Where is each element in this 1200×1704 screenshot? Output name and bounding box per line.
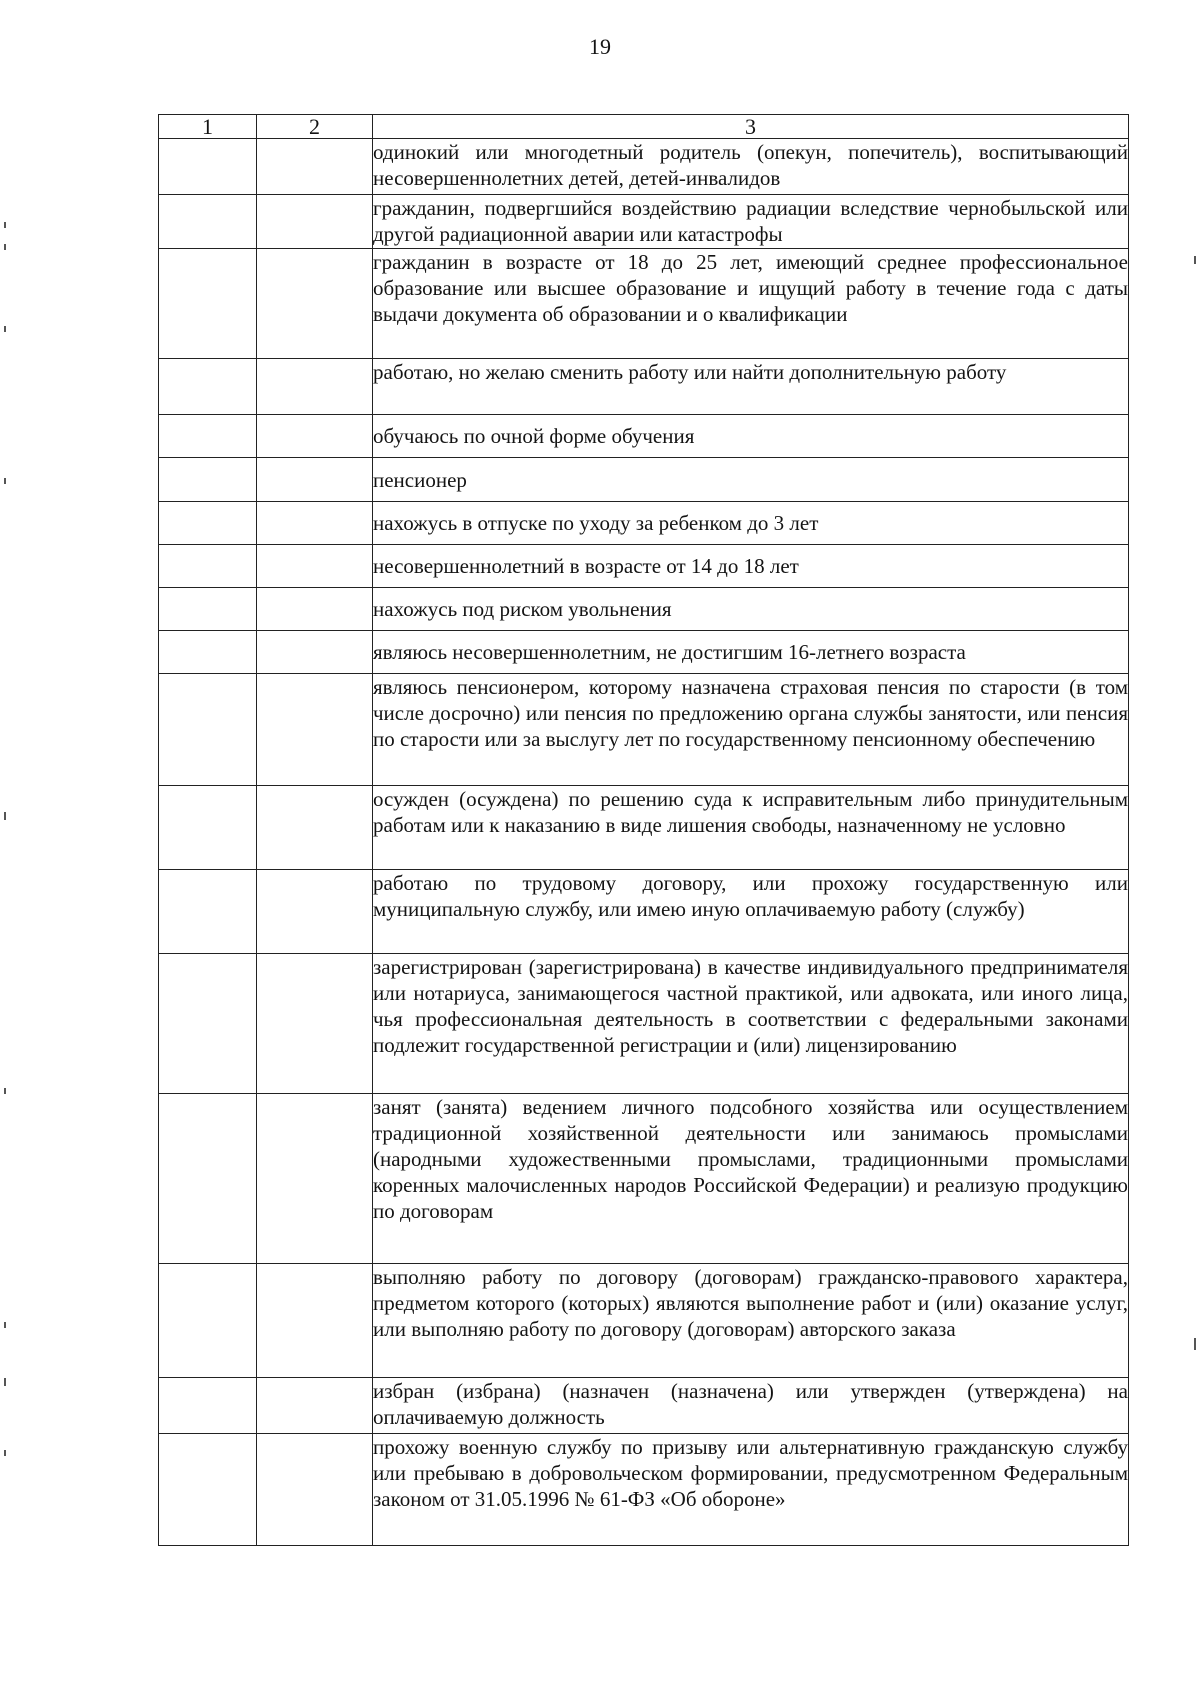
scan-edge-mark: [4, 326, 6, 332]
row-text: одинокий или многодетный родитель (опекун, попечитель), воспитывающий несовершеннолетних детей, детей-инвалидов: [373, 139, 1129, 195]
scan-edge-mark: [4, 1322, 6, 1328]
row-cell-col1: [159, 1378, 257, 1434]
row-cell-col1: [159, 359, 257, 415]
row-cell-col2: [257, 870, 373, 954]
scan-edge-mark: [1194, 1338, 1196, 1350]
row-text: занят (занята) ведением личного подсобного хозяйства или осуществлением традиционной хозяйственной деятельности или занимаюсь промыслами (народными художественными промыслами, традиционными промыслами коренных малочисленных народов Российской Федерации) и реализую продукцию по договорам: [373, 1094, 1129, 1264]
table-row: [159, 588, 1129, 631]
table-row: [159, 870, 1129, 954]
scan-edge-mark: [1194, 256, 1196, 264]
column-header-3: 3: [373, 115, 1129, 139]
scan-edge-mark: [4, 1378, 6, 1386]
table-row: [159, 458, 1129, 502]
column-header-1: 1: [159, 115, 257, 139]
row-cell-col1: [159, 870, 257, 954]
row-text: нахожусь в отпуске по уходу за ребенком до 3 лет: [373, 502, 1129, 545]
row-cell-col2: [257, 458, 373, 502]
table-row: [159, 786, 1129, 870]
row-cell-col1: [159, 1094, 257, 1264]
row-text: гражданин в возрасте от 18 до 25 лет, имеющий среднее профессиональное образование или высшее образование и ищущий работу в течение года с даты выдачи документа об образовании и о квалификации: [373, 249, 1129, 359]
row-text: зарегистрирован (зарегистрирована) в качестве индивидуального предпринимателя или нотариуса, занимающегося частной практикой, или адвоката, или иного лица, чья профессиональная деятельность в соответствии с федеральными законами подлежит государственной регистрации и (или) лицензированию: [373, 954, 1129, 1094]
row-cell-col2: [257, 786, 373, 870]
row-text: работаю, но желаю сменить работу или найти дополнительную работу: [373, 359, 1129, 415]
table-row: [159, 195, 1129, 249]
row-text: избран (избрана) (назначен (назначена) или утвержден (утверждена) на оплачиваемую должность: [373, 1378, 1129, 1434]
table-row: [159, 359, 1129, 415]
table-row: [159, 415, 1129, 458]
row-cell-col1: [159, 786, 257, 870]
row-cell-col2: [257, 249, 373, 359]
row-cell-col1: [159, 1434, 257, 1546]
row-cell-col1: [159, 674, 257, 786]
row-text: являюсь несовершеннолетним, не достигшим 16-летнего возраста: [373, 631, 1129, 674]
scan-edge-mark: [4, 1450, 6, 1456]
scan-edge-mark: [4, 1088, 6, 1094]
row-cell-col1: [159, 588, 257, 631]
row-cell-col1: [159, 415, 257, 458]
row-cell-col2: [257, 415, 373, 458]
row-cell-col2: [257, 674, 373, 786]
table-row: [159, 502, 1129, 545]
row-cell-col2: [257, 359, 373, 415]
table-row: [159, 954, 1129, 1094]
table-row: [159, 631, 1129, 674]
row-cell-col1: [159, 954, 257, 1094]
row-cell-col1: [159, 545, 257, 588]
table-row: [159, 249, 1129, 359]
scan-edge-mark: [4, 222, 6, 228]
scan-edge-mark: [4, 812, 6, 820]
scan-edge-mark: [4, 478, 6, 484]
row-text: являюсь пенсионером, которому назначена страховая пенсия по старости (в том числе досрочно) или пенсия по предложению органа службы занятости, или пенсия по старости или за выслугу лет по государственному пенсионному обеспечению: [373, 674, 1129, 786]
page-number: 19: [589, 34, 611, 59]
row-cell-col2: [257, 1378, 373, 1434]
row-cell-col1: [159, 502, 257, 545]
row-cell-col1: [159, 458, 257, 502]
table-row: [159, 1094, 1129, 1264]
row-text: обучаюсь по очной форме обучения: [373, 415, 1129, 458]
table-row: [159, 545, 1129, 588]
row-text: прохожу военную службу по призыву или альтернативную гражданскую службу или пребываю в добровольческом формировании, предусмотренном Федеральным законом от 31.05.1996 № 61-ФЗ «Об обороне»: [373, 1434, 1129, 1546]
row-cell-col2: [257, 588, 373, 631]
row-cell-col2: [257, 545, 373, 588]
row-cell-col1: [159, 249, 257, 359]
row-text: работаю по трудовому договору, или прохожу государственную или муниципальную службу, или имею иную оплачиваемую работу (службу): [373, 870, 1129, 954]
row-text: гражданин, подвергшийся воздействию радиации вследствие чернобыльской или другой радиационной аварии или катастрофы: [373, 195, 1129, 249]
table-row: [159, 1264, 1129, 1378]
header-row: [159, 115, 1129, 139]
scan-edge-mark: [4, 244, 6, 250]
row-text: нахожусь под риском увольнения: [373, 588, 1129, 631]
table-row: [159, 1434, 1129, 1546]
row-cell-col2: [257, 139, 373, 195]
row-text: выполняю работу по договору (договорам) гражданско-правового характера, предметом которого (которых) являются выполнение работ и (или) оказание услуг, или выполняю работу по договору (договорам) авторского заказа: [373, 1264, 1129, 1378]
row-cell-col2: [257, 1434, 373, 1546]
row-cell-col2: [257, 502, 373, 545]
table-row: [159, 1378, 1129, 1434]
row-cell-col2: [257, 954, 373, 1094]
row-text: несовершеннолетний в возрасте от 14 до 18 лет: [373, 545, 1129, 588]
form-table: [158, 114, 1129, 1546]
row-cell-col1: [159, 631, 257, 674]
row-text: пенсионер: [373, 458, 1129, 502]
row-cell-col2: [257, 1094, 373, 1264]
row-text: осужден (осуждена) по решению суда к исправительным либо принудительным работам или к наказанию в виде лишения свободы, назначенному не условно: [373, 786, 1129, 870]
row-cell-col2: [257, 195, 373, 249]
column-header-2: 2: [257, 115, 373, 139]
row-cell-col2: [257, 1264, 373, 1378]
row-cell-col1: [159, 195, 257, 249]
table-row: [159, 139, 1129, 195]
row-cell-col1: [159, 139, 257, 195]
table-row: [159, 674, 1129, 786]
row-cell-col2: [257, 631, 373, 674]
row-cell-col1: [159, 1264, 257, 1378]
